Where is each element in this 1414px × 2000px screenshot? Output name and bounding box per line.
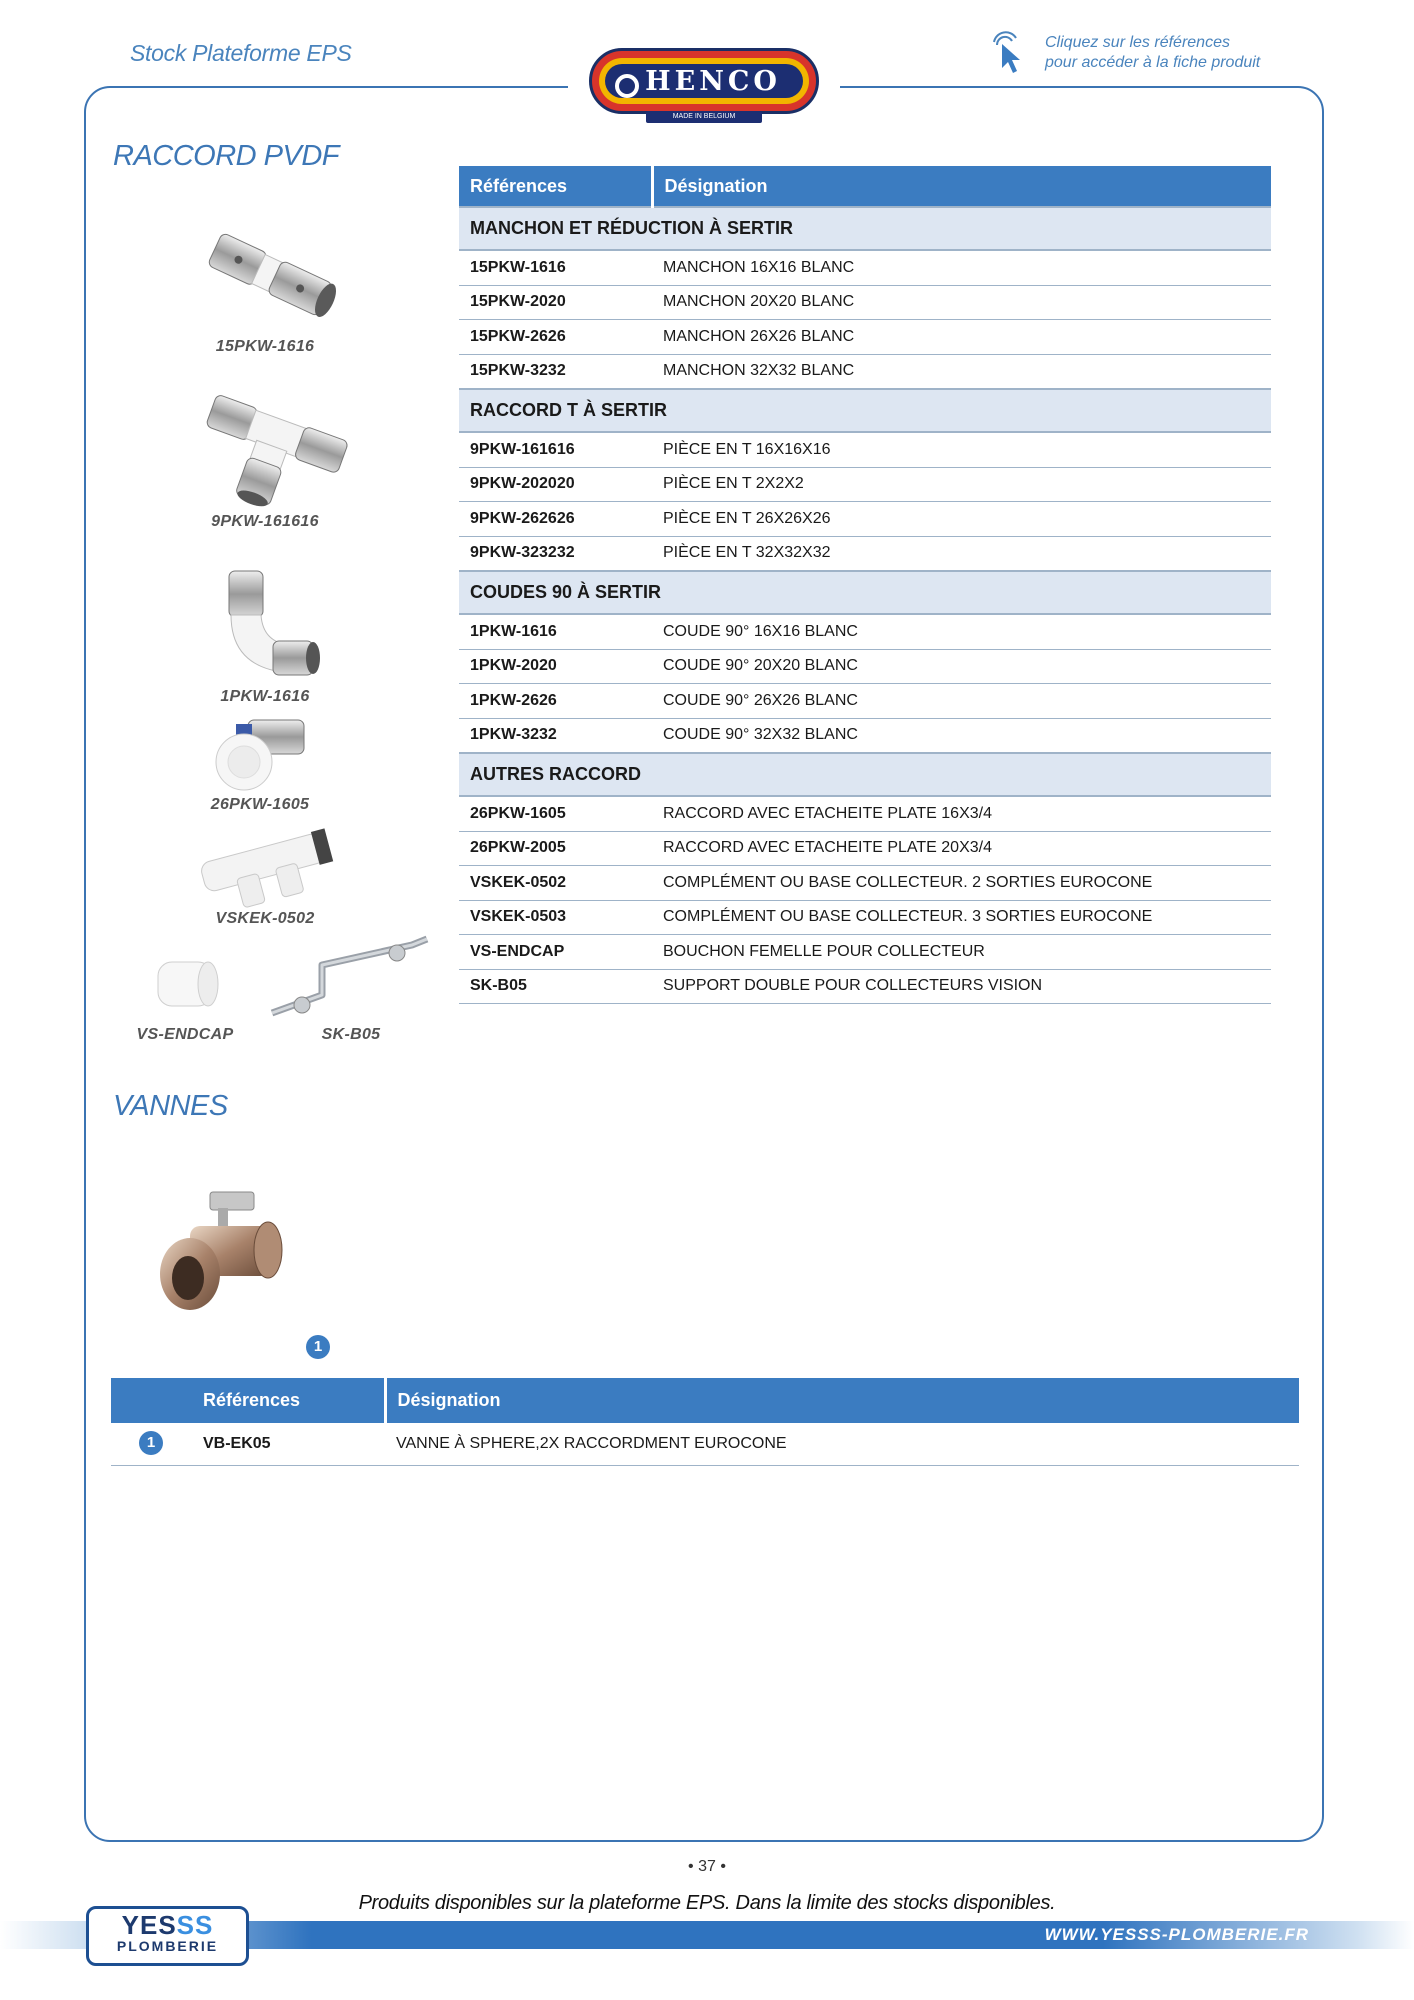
page-number: • 37 • [688, 1858, 726, 1875]
table-row[interactable] [459, 432, 1271, 467]
table-row[interactable] [459, 536, 1271, 571]
product-label[interactable]: VSKEK-0502 [215, 910, 315, 927]
table-row[interactable] [459, 866, 1271, 901]
reference-table [459, 166, 1271, 1004]
vannes-table [111, 1378, 1299, 1466]
page-header-title: Stock Plateforme EPS [130, 40, 352, 66]
reference-link[interactable]: 1PKW-1616 [459, 614, 652, 649]
reference-link[interactable]: 1PKW-2020 [459, 649, 652, 684]
table-row[interactable] [459, 900, 1271, 935]
table-row[interactable] [459, 250, 1271, 285]
designation-cell: RACCORD AVEC ETACHEITE PLATE 16X3/4 [652, 796, 1271, 831]
product-label[interactable]: 9PKW-161616 [211, 513, 319, 530]
designation-cell: COUDE 90° 32X32 BLANC [652, 718, 1271, 753]
reference-link[interactable]: VS-ENDCAP [459, 935, 652, 970]
designation-cell: PIÈCE EN T 32X32X32 [652, 536, 1271, 571]
click-hint [1045, 33, 1260, 73]
reference-link[interactable]: 15PKW-2626 [459, 320, 652, 355]
table-row[interactable] [459, 831, 1271, 866]
table-header-row [111, 1378, 1299, 1423]
end-cap-icon[interactable] [150, 948, 226, 1018]
reference-link[interactable]: 9PKW-262626 [459, 502, 652, 537]
table-row[interactable] [111, 1423, 1299, 1466]
product-label[interactable]: 15PKW-1616 [215, 338, 315, 355]
category-row [459, 571, 1271, 614]
designation-cell: COUDE 90° 16X16 BLANC [652, 614, 1271, 649]
click-pointer-icon [986, 28, 1026, 76]
designation-cell: MANCHON 16X16 BLANC [652, 250, 1271, 285]
straight-coupling-icon[interactable] [198, 228, 348, 328]
table-row[interactable] [459, 614, 1271, 649]
product-label[interactable]: 26PKW-1605 [210, 796, 310, 813]
reference-link[interactable]: 15PKW-3232 [459, 354, 652, 389]
designation-cell: COUDE 90° 20X20 BLANC [652, 649, 1271, 684]
bracket-icon[interactable] [262, 935, 442, 1025]
category-label: AUTRES RACCORD [459, 753, 1271, 796]
designation-cell: MANCHON 20X20 BLANC [652, 285, 1271, 320]
flat-seal-coupling-icon[interactable] [208, 714, 318, 794]
brand-name: HENCO [645, 65, 781, 97]
availability-note: Produits disponibles sur la plateforme EPS. Dans la limite des stocks disponibles. [358, 1892, 1056, 1914]
yesss-logo[interactable] [86, 1906, 249, 1966]
reference-link[interactable]: 1PKW-2626 [459, 684, 652, 719]
category-row [459, 753, 1271, 796]
product-label[interactable]: SK-B05 [321, 1026, 381, 1043]
product-label[interactable]: 1PKW-1616 [220, 688, 310, 705]
designation-cell: COMPLÉMENT OU BASE COLLECTEUR. 3 SORTIES EUROCONE [652, 900, 1271, 935]
column-header-designation: Désignation [385, 1378, 1299, 1423]
table-row[interactable] [459, 796, 1271, 831]
designation-cell: PIÈCE EN T 26X26X26 [652, 502, 1271, 537]
table-header-row [459, 166, 1271, 207]
elbow-fitting-icon[interactable] [215, 565, 325, 685]
website-link[interactable]: WWW.YESSS-PLOMBERIE.FR [1044, 1925, 1309, 1944]
category-row [459, 389, 1271, 432]
ref-cell[interactable] [111, 1423, 385, 1466]
table-row[interactable] [459, 718, 1271, 753]
reference-link[interactable]: 9PKW-161616 [459, 432, 652, 467]
hint-line-2: pour accéder à la fiche produit [1045, 54, 1261, 71]
row-number-badge: 1 [139, 1431, 163, 1455]
category-label: COUDES 90 À SERTIR [459, 571, 1271, 614]
reference-link[interactable]: SK-B05 [459, 969, 652, 1004]
designation-cell: COUDE 90° 26X26 BLANC [652, 684, 1271, 719]
reference-link[interactable]: VSKEK-0503 [459, 900, 652, 935]
hint-line-1: Cliquez sur les références [1045, 34, 1230, 51]
yesss-logo-top [89, 1911, 246, 1939]
reference-link[interactable]: 15PKW-2020 [459, 285, 652, 320]
brand-subtitle: MADE IN BELGIUM [646, 111, 762, 123]
reference-link[interactable]: 9PKW-323232 [459, 536, 652, 571]
designation-cell: SUPPORT DOUBLE POUR COLLECTEURS VISION [652, 969, 1271, 1004]
reference-link[interactable]: 26PKW-2005 [459, 831, 652, 866]
section-title-raccord: RACCORD PVDF [113, 140, 340, 172]
reference-link[interactable]: 15PKW-1616 [459, 250, 652, 285]
table-row[interactable] [459, 969, 1271, 1004]
manifold-icon[interactable] [194, 820, 344, 910]
designation-cell: RACCORD AVEC ETACHEITE PLATE 20X3/4 [652, 831, 1271, 866]
reference-link[interactable]: 1PKW-3232 [459, 718, 652, 753]
ball-valve-icon[interactable] [150, 1182, 290, 1322]
valve-number-badge [306, 1335, 330, 1359]
yesss-logo-a: YES [121, 1910, 177, 1940]
designation-cell: BOUCHON FEMELLE POUR COLLECTEUR [652, 935, 1271, 970]
table-row[interactable] [459, 320, 1271, 355]
yesss-logo-bottom: PLOMBERIE [116, 1938, 219, 1954]
designation-cell: VANNE À SPHERE,2X RACCORDMENT EUROCONE [385, 1423, 1299, 1466]
column-header-references: Références [459, 166, 652, 207]
table-row[interactable] [459, 354, 1271, 389]
badge-1: 1 [306, 1335, 330, 1359]
designation-cell: PIÈCE EN T 16X16X16 [652, 432, 1271, 467]
product-label[interactable]: VS-ENDCAP [136, 1026, 234, 1043]
yesss-logo-b: SS [176, 1910, 214, 1940]
reference-link[interactable]: VB-EK05 [203, 1435, 271, 1452]
reference-link[interactable]: 9PKW-202020 [459, 467, 652, 502]
designation-cell: COMPLÉMENT OU BASE COLLECTEUR. 2 SORTIES EUROCONE [652, 866, 1271, 901]
column-header-designation: Désignation [652, 166, 1271, 207]
logo-ring-icon [615, 74, 639, 98]
category-row [459, 207, 1271, 250]
table-row[interactable] [459, 285, 1271, 320]
section-title-vannes: VANNES [113, 1090, 228, 1122]
designation-cell: PIÈCE EN T 2X2X2 [652, 467, 1271, 502]
category-label: RACCORD T À SERTIR [459, 389, 1271, 432]
reference-link[interactable]: VSKEK-0502 [459, 866, 652, 901]
henco-logo[interactable] [589, 48, 819, 114]
reference-link[interactable]: 26PKW-1605 [459, 796, 652, 831]
column-header-references: Références [111, 1378, 385, 1423]
table-row[interactable] [459, 649, 1271, 684]
table-row[interactable] [459, 935, 1271, 970]
table-row[interactable] [459, 467, 1271, 502]
table-row[interactable] [459, 684, 1271, 719]
table-row[interactable] [459, 502, 1271, 537]
tee-fitting-icon[interactable] [192, 388, 352, 508]
designation-cell: MANCHON 26X26 BLANC [652, 320, 1271, 355]
category-label: MANCHON ET RÉDUCTION À SERTIR [459, 207, 1271, 250]
designation-cell: MANCHON 32X32 BLANC [652, 354, 1271, 389]
